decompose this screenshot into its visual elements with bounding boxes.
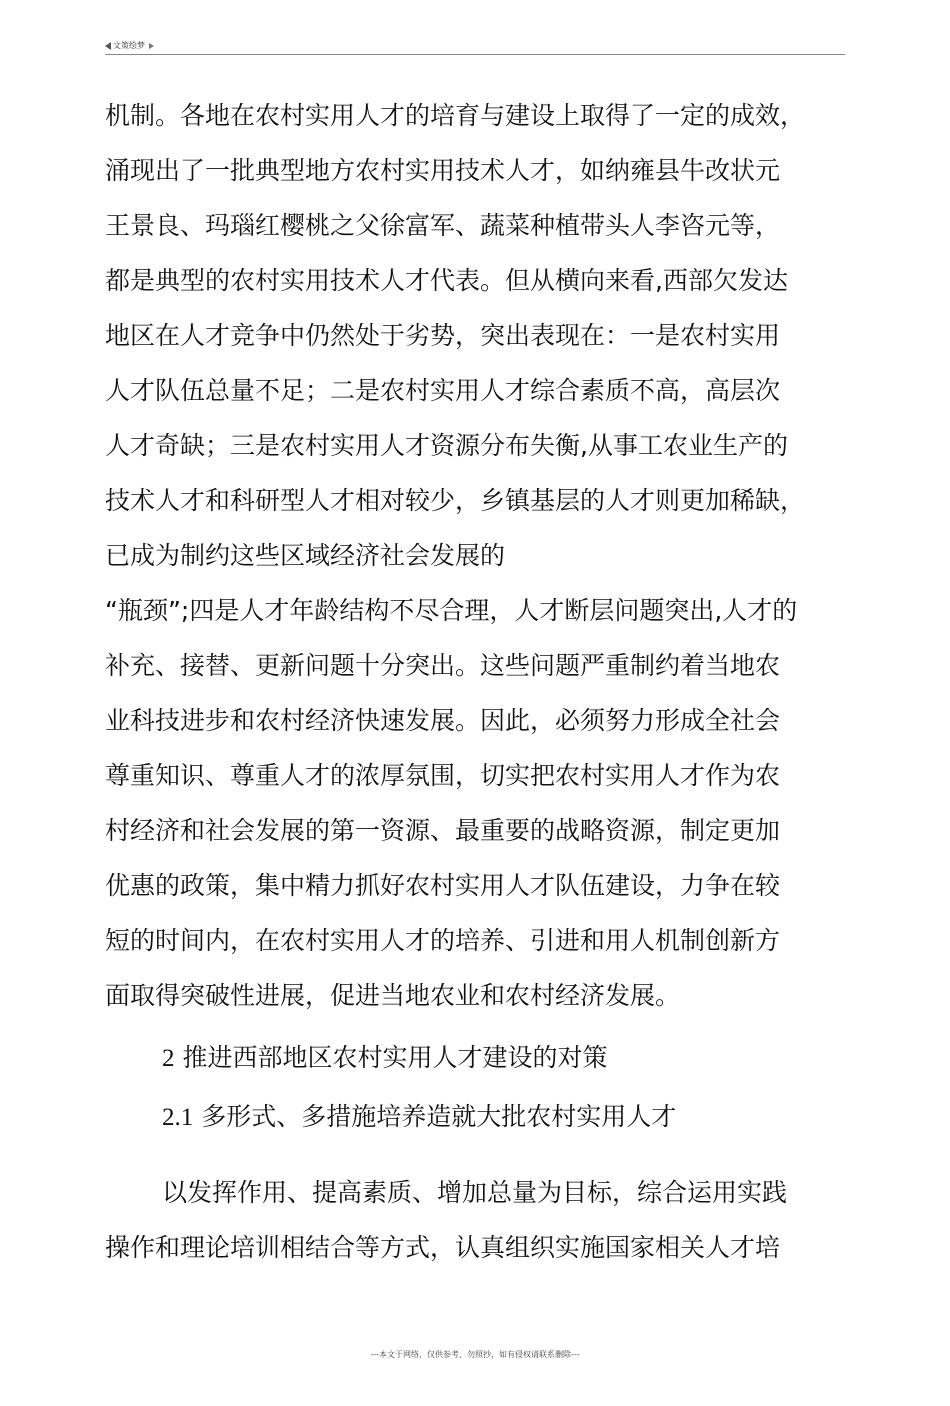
section-number: 2 [162, 1045, 175, 1072]
body-line: 都是典型的农村实用技术人才代表。但从横向来看,西部欠发达 [105, 266, 788, 295]
body-line: 王景良、玛瑙红樱桃之父徐富军、蔬菜种植带头人李咨元等， [105, 211, 781, 240]
subsection-title: 多形式、多措施培养造就大批农村实用人才 [193, 1102, 677, 1131]
body-line: 人才奇缺；三是农村实用人才资源分布失衡,从事工农业生产的 [105, 431, 788, 460]
body-line: 优惠的政策，集中精力抓好农村实用人才队伍建设，力争在较 [105, 871, 781, 900]
body-line: 人才队伍总量不足；二是农村实用人才综合素质不高，高层次 [105, 376, 781, 405]
subsection-heading [162, 1102, 676, 1133]
body-line: 以发挥作用、提高素质、增加总量为目标，综合运用实践 [162, 1178, 788, 1207]
right-triangle-icon [149, 43, 154, 49]
body-line: 面取得突破性进展，促进当地农业和农村经济发展。 [105, 981, 681, 1010]
body-line: 补充、接替、更新问题十分突出。这些问题严重制约着当地农 [105, 651, 781, 680]
body-line: 业科技进步和农村经济快速发展。因此，必须努力形成全社会 [105, 706, 781, 735]
subsection-number: 2.1 [162, 1104, 194, 1131]
body-line: 操作和理论培训相结合等方式，认真组织实施国家相关人才培 [105, 1233, 781, 1262]
body-line: 技术人才和科研型人才相对较少，乡镇基层的人才则更加稀缺， [105, 486, 806, 515]
section-title: 推进西部地区农村实用人才建设的对策 [174, 1043, 608, 1072]
page-header [105, 38, 845, 55]
body-line: 已成为制约这些区域经济社会发展的 [105, 541, 506, 570]
body-line: 村经济和社会发展的第一资源、最重要的战略资源，制定更加 [105, 816, 781, 845]
page-footer: ---本文于网络，仅供参考，勿照抄，如有侵权请联系删除--- [370, 1350, 580, 1359]
body-line: 短的时间内，在农村实用人才的培养、引进和用人机制创新方 [105, 926, 781, 955]
header-logo [105, 40, 154, 51]
body-line: “瓶颈”;四是人才年龄结构不尽合理，人才断层问题突出,人才的 [105, 596, 798, 625]
header-title: 文策绘梦 [113, 41, 145, 50]
body-line: 尊重知识、尊重人才的浓厚氛围，切实把农村实用人才作为农 [105, 761, 781, 790]
body-line: 地区在人才竞争中仍然处于劣势，突出表现在：一是农村实用 [105, 321, 781, 350]
left-triangle-icon [105, 42, 111, 50]
section-heading [162, 1043, 607, 1074]
body-line: 涌现出了一批典型地方农村实用技术人才，如纳雍县牛改状元 [105, 156, 781, 185]
body-line: 机制。各地在农村实用人才的培育与建设上取得了一定的成效， [105, 101, 806, 130]
